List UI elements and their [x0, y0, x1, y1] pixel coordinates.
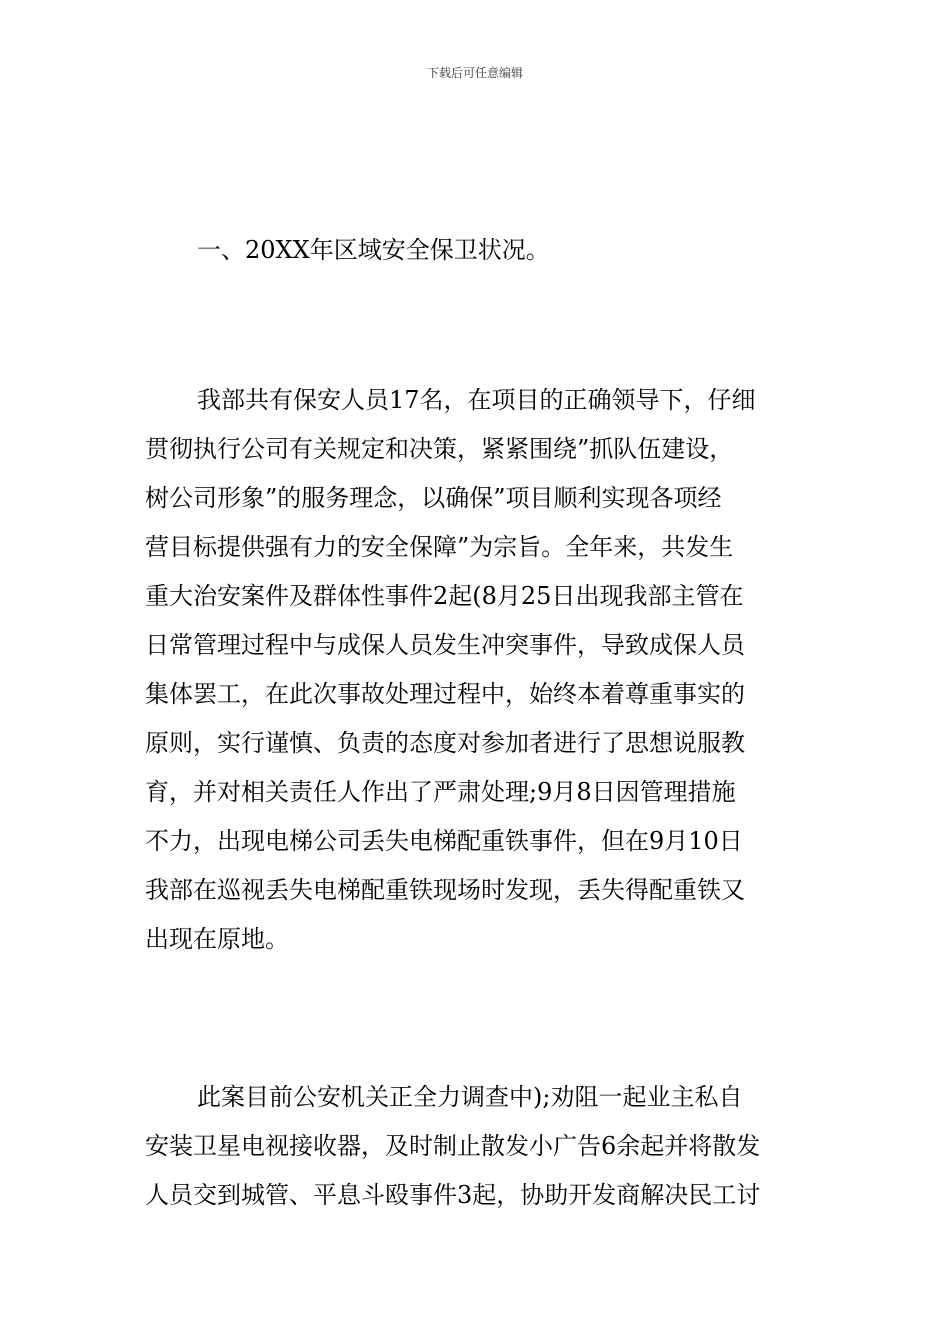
paragraph-line: 我部共有保安人员17名，在项目的正确领导下，仔细: [197, 386, 756, 414]
paragraph-line: 育，并对相关责任人作出了严肃处理;9月8日因管理措施: [145, 778, 736, 806]
paragraph-line: 此案目前公安机关正全力调查中);劝阻一起业主私自: [197, 1083, 743, 1111]
paragraph-line: 安装卫星电视接收器，及时制止散发小广告6余起并将散发: [145, 1132, 761, 1160]
paragraph-line: 人员交到城管、平息斗殴事件3起，协助开发商解决民工讨: [145, 1181, 761, 1209]
paragraph-line: 日常管理过程中与成保人员发生冲突事件，导致成保人员: [145, 631, 745, 659]
page-header: 下载后可任意编辑: [426, 66, 523, 80]
section-heading: 一、20XX年区域安全保卫状况。: [197, 236, 550, 264]
paragraph-line: 树公司形象”的服务理念，以确保”项目顺利实现各项经: [145, 484, 722, 512]
paragraph-line: 贯彻执行公司有关规定和决策，紧紧围绕”抓队伍建设，: [145, 435, 734, 463]
paragraph-line: 我部在巡视丢失电梯配重铁现场时发现，丢失得配重铁又: [145, 876, 745, 904]
paragraph-line: 不力，出现电梯公司丢失电梯配重铁事件，但在9月10日: [145, 827, 743, 855]
paragraph-line: 重大治安案件及群体性事件2起(8月25日出现我部主管在: [145, 582, 744, 610]
paragraph-line: 原则，实行谨慎、负责的态度对参加者进行了思想说服教: [145, 729, 745, 757]
body-paragraph: [145, 1073, 807, 1220]
paragraph-line: 集体罢工，在此次事故处理过程中，始终本着尊重事实的: [145, 680, 745, 708]
paragraph-line: 营目标提供强有力的安全保障”为宗旨。全年来，共发生: [145, 533, 734, 561]
paragraph-line: 出现在原地。: [145, 925, 289, 953]
body-paragraph: [145, 376, 807, 964]
